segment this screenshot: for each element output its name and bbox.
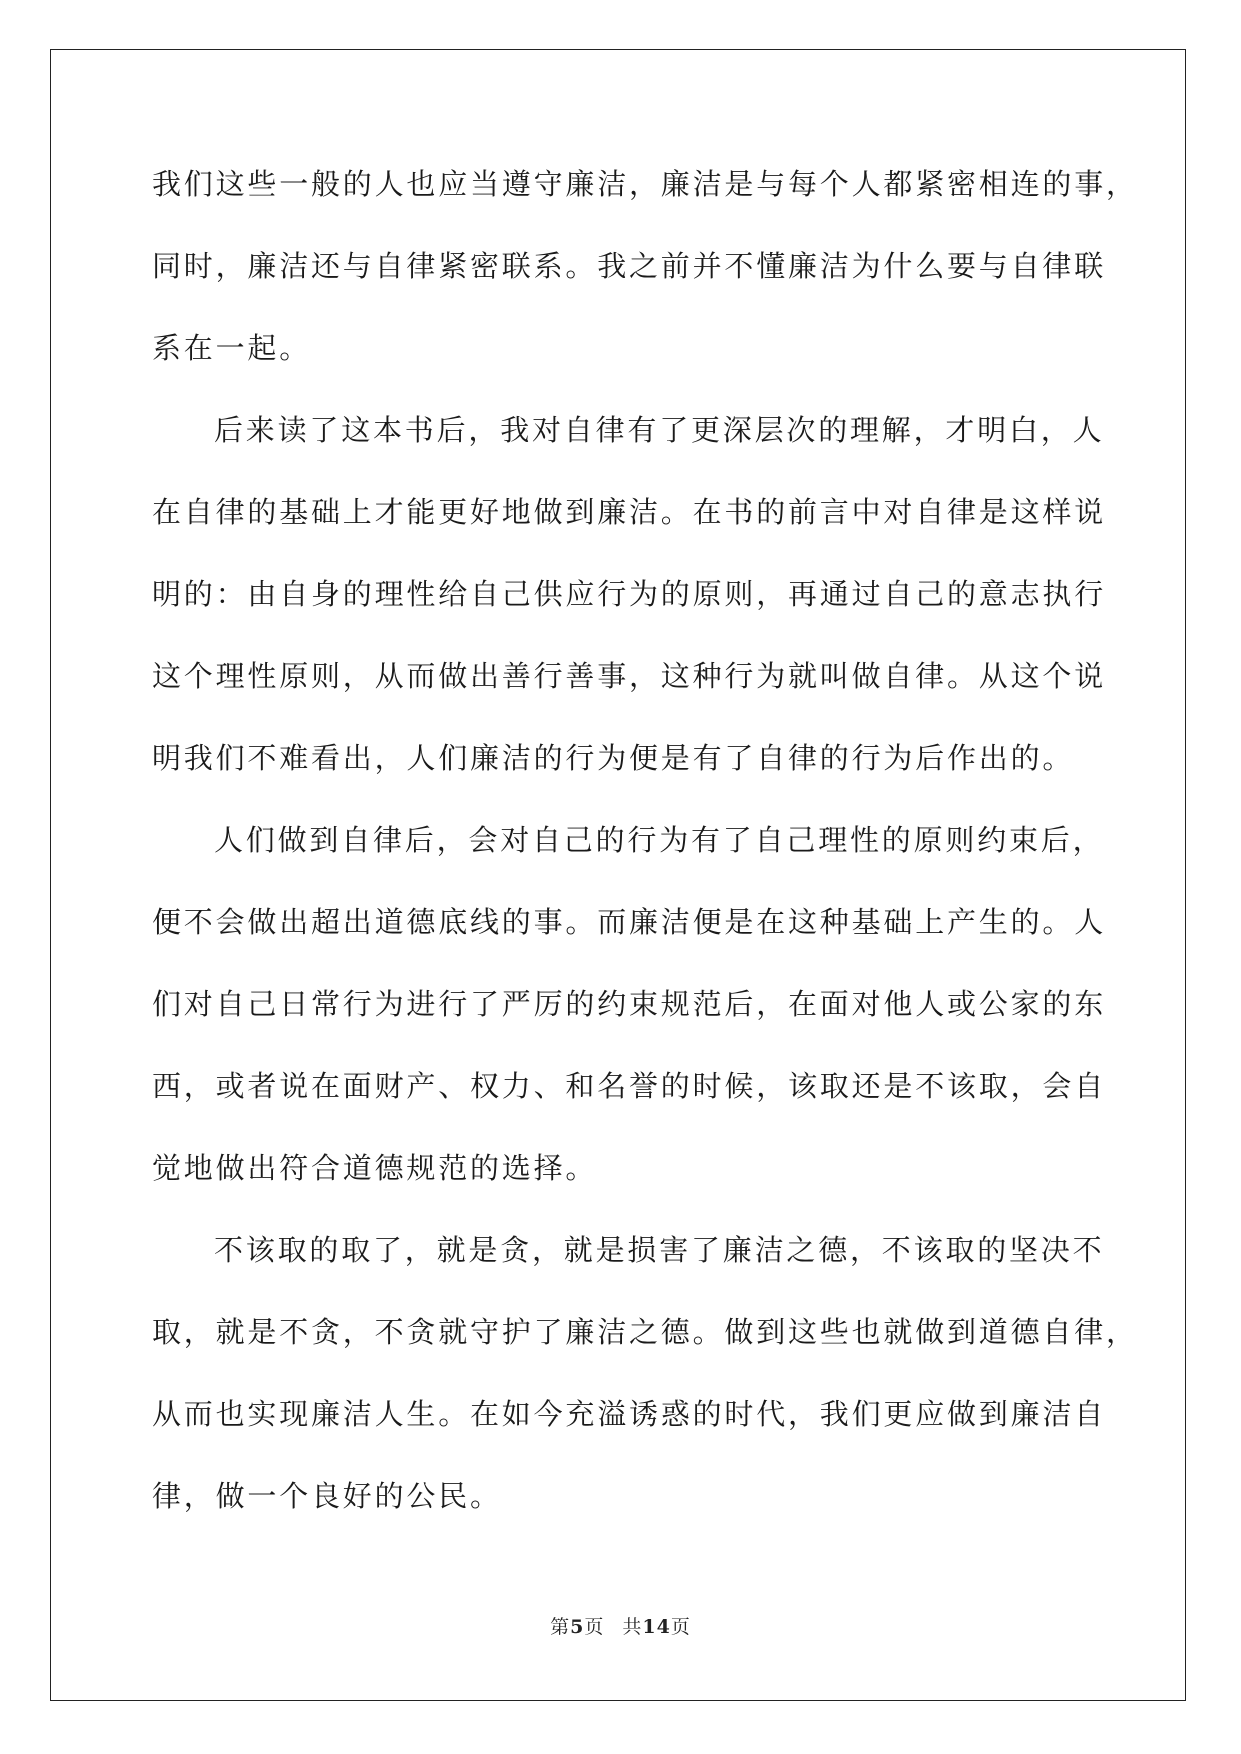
text-line: 不该取的取了，就是贪，就是损害了廉洁之德，不该取的坚决不 bbox=[214, 1233, 1105, 1267]
page-footer bbox=[0, 1612, 1241, 1639]
text-line: 人们做到自律后，会对自己的行为有了自己理性的原则约束后， bbox=[214, 823, 1105, 857]
footer-page-suffix: 页 bbox=[584, 1616, 605, 1638]
text-line: 后来读了这本书后，我对自律有了更深层次的理解，才明白，人 bbox=[214, 413, 1105, 447]
text-line: 取，就是不贪，不贪就守护了廉洁之德。做到这些也就做到道德自律， bbox=[152, 1315, 1138, 1349]
text-line: 便不会做出超出道德底线的事。而廉洁便是在这种基础上产生的。人 bbox=[152, 905, 1107, 939]
text-line: 明我们不难看出，人们廉洁的行为便是有了自律的行为后作出的。 bbox=[152, 741, 1075, 775]
text-line: 觉地做出符合道德规范的选择。 bbox=[152, 1151, 598, 1185]
text-line: 这个理性原则，从而做出善行善事，这种行为就叫做自律。从这个说 bbox=[152, 659, 1107, 693]
text-line: 系在一起。 bbox=[152, 331, 312, 365]
text-line: 我们这些一般的人也应当遵守廉洁，廉洁是与每个人都紧密相连的事， bbox=[152, 167, 1138, 201]
text-line: 从而也实现廉洁人生。在如今充溢诱惑的时代，我们更应做到廉洁自 bbox=[152, 1397, 1107, 1431]
footer-page-number: 5 bbox=[570, 1616, 585, 1638]
text-line: 西，或者说在面财产、权力、和名誉的时候，该取还是不该取，会自 bbox=[152, 1069, 1107, 1103]
footer-total-prefix: 共 bbox=[622, 1616, 643, 1638]
footer-prefix: 第 bbox=[550, 1616, 571, 1638]
text-line: 同时，廉洁还与自律紧密联系。我之前并不懂廉洁为什么要与自律联 bbox=[152, 249, 1107, 283]
footer-total-suffix: 页 bbox=[670, 1616, 691, 1638]
footer-total-pages: 14 bbox=[642, 1616, 671, 1638]
text-line: 明的：由自身的理性给自己供应行为的原则，再通过自己的意志执行 bbox=[152, 577, 1107, 611]
text-line: 们对自己日常行为进行了严厉的约束规范后，在面对他人或公家的东 bbox=[152, 987, 1107, 1021]
text-line: 在自律的基础上才能更好地做到廉洁。在书的前言中对自律是这样说 bbox=[152, 495, 1107, 529]
document-body bbox=[152, 162, 1138, 1556]
text-line: 律，做一个良好的公民。 bbox=[152, 1479, 502, 1513]
